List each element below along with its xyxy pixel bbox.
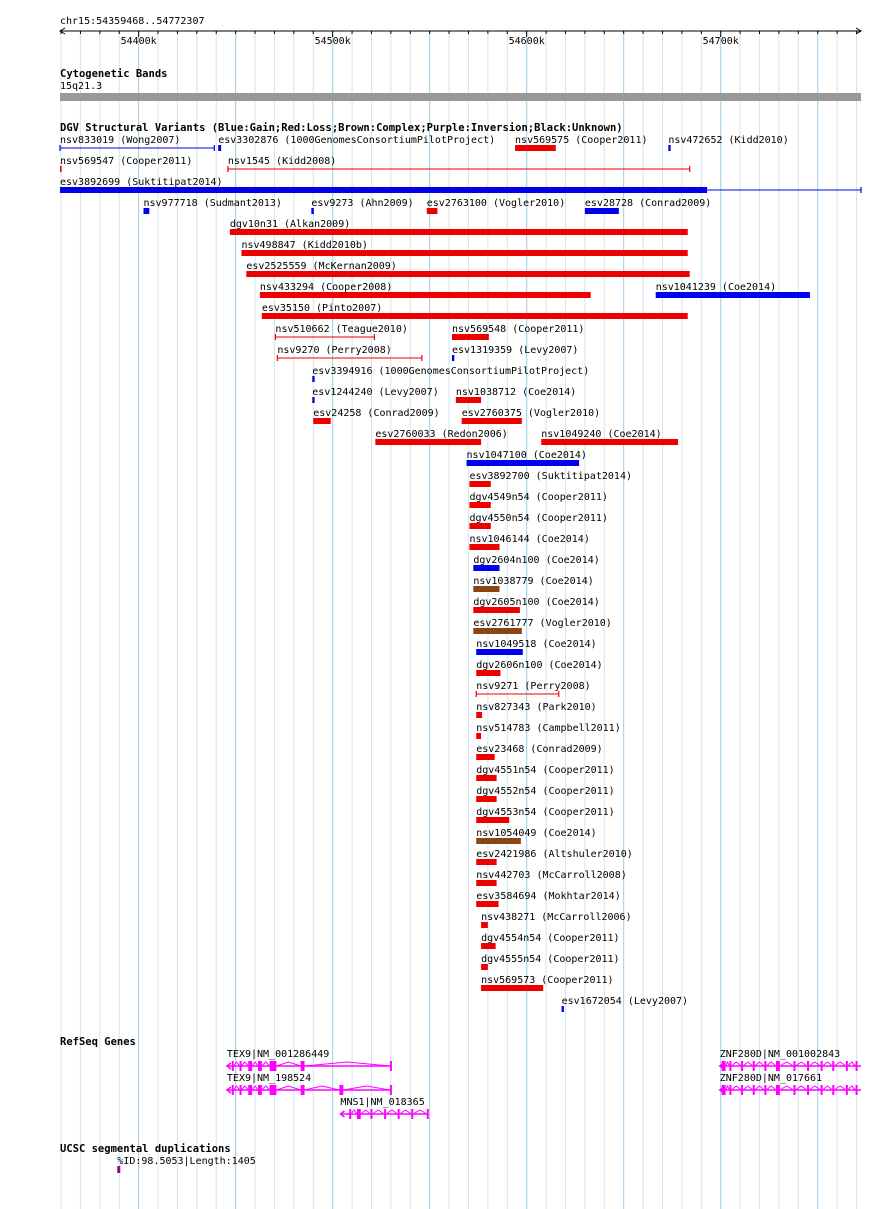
variant-label: nsv977718 (Sudmant2013) — [143, 198, 282, 209]
gene-exon — [248, 1085, 252, 1095]
gene-exon — [807, 1061, 809, 1071]
gene-exon — [856, 1085, 858, 1095]
variant-feature[interactable] — [476, 786, 614, 802]
variant-feature[interactable] — [452, 345, 578, 361]
variant-label: nsv1049240 (Coe2014) — [541, 429, 662, 440]
variant-label: esv9273 (Ahn2009) — [311, 198, 414, 209]
gene-model[interactable] — [720, 1073, 861, 1095]
variant-feature[interactable] — [476, 681, 590, 697]
gene-model[interactable] — [227, 1049, 392, 1071]
variant-feature[interactable] — [476, 723, 621, 739]
variant-label: esv3394916 (1000GenomesConsortiumPilotProject) — [312, 366, 590, 377]
variant-feature[interactable] — [476, 891, 621, 907]
variant-label: nsv827343 (Park2010) — [476, 702, 597, 713]
variant-label: esv2761777 (Vogler2010) — [473, 618, 612, 629]
variant-feature[interactable] — [275, 324, 407, 340]
region-label: chr15:54359468..54772307 — [60, 16, 205, 27]
gene-exon — [753, 1085, 755, 1095]
variant-label: esv35150 (Pinto2007) — [261, 303, 383, 314]
variant-label: nsv433294 (Cooper2008) — [259, 282, 393, 293]
variant-feature[interactable] — [476, 828, 596, 844]
variant-label: esv2763100 (Vogler2010) — [426, 198, 566, 209]
dgv-track-title: DGV Structural Variants (Blue:Gain;Red:Loss;Brown:Complex;Purple:Inversion;Black:Unknown) — [60, 122, 623, 134]
gene-exon — [722, 1061, 726, 1071]
gene-exon — [764, 1061, 766, 1071]
gene-exon — [232, 1085, 234, 1095]
variant-feature[interactable] — [562, 996, 688, 1012]
gene-exon — [764, 1085, 766, 1095]
variant-feature[interactable] — [277, 345, 422, 361]
gene-exon — [270, 1085, 277, 1095]
variant-label: nsv9271 (Perry2008) — [476, 681, 591, 692]
gene-exon — [301, 1085, 305, 1095]
variant-label: nsv510662 (Teague2010) — [275, 324, 408, 335]
variant-label: nsv1545 (Kidd2008) — [227, 156, 337, 167]
variant-feature[interactable] — [476, 744, 602, 760]
variant-feature[interactable] — [656, 282, 810, 298]
variant-feature[interactable] — [476, 807, 614, 823]
segdup-label: %ID:98.5053|Length:1405 — [117, 1156, 256, 1167]
variant-feature[interactable] — [668, 135, 788, 151]
gene-exon — [722, 1085, 726, 1095]
variant-feature[interactable] — [476, 702, 596, 718]
segdup-track-title: UCSC segmental duplications — [60, 1143, 231, 1155]
variant-label: esv3892700 (Suktitipat2014) — [469, 471, 633, 482]
variant-feature[interactable] — [456, 387, 576, 403]
gene-label: MNS1|NM_018365 — [340, 1097, 425, 1108]
variant-feature[interactable] — [143, 198, 281, 214]
variant-feature[interactable] — [462, 408, 600, 424]
variant-label: nsv569573 (Cooper2011) — [481, 975, 614, 986]
refseq-track-title: RefSeq Genes — [60, 1036, 136, 1048]
variant-feature[interactable] — [481, 933, 619, 949]
gene-exon — [821, 1085, 823, 1095]
variant-feature[interactable] — [60, 177, 861, 193]
gene-exon — [349, 1109, 351, 1119]
variant-feature[interactable] — [515, 135, 647, 151]
gene-exon — [729, 1085, 731, 1095]
variant-label: nsv1046144 (Coe2014) — [469, 534, 590, 545]
ruler-tick-label: 54400k — [120, 36, 157, 47]
variant-label: esv1244240 (Levy2007) — [312, 387, 439, 398]
gene-exon — [846, 1085, 848, 1095]
variant-label: nsv1047100 (Coe2014) — [466, 450, 587, 461]
variant-label: nsv514783 (Campbell2011) — [476, 723, 621, 734]
variant-feature[interactable] — [469, 492, 607, 508]
variant-label: esv1319359 (Levy2007) — [451, 345, 579, 356]
gene-exon — [832, 1061, 834, 1071]
variant-feature[interactable] — [311, 198, 413, 214]
variant-label: esv3302876 (1000GenomesConsortiumPilotProject) — [218, 135, 496, 146]
gene-label: ZNF280D|NM_001002843 — [719, 1049, 841, 1060]
variant-feature[interactable] — [481, 912, 632, 928]
variant-label: nsv1049518 (Coe2014) — [476, 639, 597, 650]
variant-feature[interactable] — [260, 282, 591, 298]
gene-exon — [741, 1061, 743, 1071]
ruler-tick-label: 54500k — [314, 36, 351, 47]
variant-label: esv28728 (Conrad2009) — [584, 198, 712, 209]
variant-label: dgv4550n54 (Cooper2011) — [469, 513, 608, 524]
segdup-features — [117, 1156, 255, 1173]
variant-label: nsv438271 (McCarroll2006) — [481, 912, 632, 923]
variant-label: dgv4554n54 (Cooper2011) — [481, 933, 620, 944]
variant-feature[interactable] — [476, 639, 596, 655]
variant-feature[interactable] — [312, 366, 589, 382]
variant-feature[interactable] — [481, 954, 619, 970]
segdup-feature[interactable] — [117, 1156, 255, 1173]
gene-exon — [846, 1061, 848, 1071]
gene-label: TEX9|NM_001286449 — [226, 1049, 330, 1060]
variant-label: esv2525559 (McKernan2009) — [246, 261, 397, 272]
variant-feature[interactable] — [541, 429, 678, 445]
variant-label: nsv442703 (McCarroll2008) — [476, 870, 627, 881]
gene-exon — [390, 1061, 392, 1071]
variant-label: esv1672054 (Levy2007) — [561, 996, 689, 1007]
gene-exon — [240, 1061, 242, 1071]
gene-exon — [357, 1109, 361, 1119]
cytoband-name: 15q21.3 — [60, 81, 103, 92]
variant-label: esv2421986 (Altshuler2010) — [476, 849, 633, 860]
variant-label: dgv2605n100 (Coe2014) — [473, 597, 600, 608]
variant-feature[interactable] — [218, 135, 495, 151]
gene-exon — [248, 1061, 252, 1071]
variant-label: nsv1041239 (Coe2014) — [655, 282, 777, 293]
variant-feature[interactable] — [230, 219, 688, 235]
variant-feature[interactable] — [60, 135, 214, 151]
variant-label: nsv1054049 (Coe2014) — [476, 828, 597, 839]
variant-feature[interactable] — [467, 450, 587, 466]
gene-exon — [821, 1061, 823, 1071]
variant-feature[interactable] — [452, 324, 584, 340]
variant-feature[interactable] — [312, 387, 438, 403]
variant-feature[interactable] — [473, 597, 599, 613]
variant-label: dgv10n31 (Alkan2009) — [229, 219, 351, 230]
variant-feature[interactable] — [241, 240, 687, 256]
variant-label: nsv569548 (Cooper2011) — [451, 324, 585, 335]
segdup-bar — [117, 1166, 120, 1173]
ruler-tick-label: 54700k — [702, 36, 739, 47]
gene-exon — [258, 1085, 262, 1095]
variant-label: nsv569575 (Cooper2011) — [515, 135, 648, 146]
gene-exon — [398, 1109, 400, 1119]
variant-label: dgv4552n54 (Cooper2011) — [476, 786, 615, 797]
variant-label: dgv4549n54 (Cooper2011) — [469, 492, 608, 503]
variant-feature[interactable] — [473, 618, 611, 634]
gene-exon — [232, 1061, 234, 1071]
variant-label: dgv2604n100 (Coe2014) — [473, 555, 600, 566]
gene-exon — [729, 1061, 731, 1071]
gene-exon — [832, 1085, 834, 1095]
gene-exon — [856, 1061, 858, 1071]
ruler-tick-label: 54600k — [508, 36, 545, 47]
cytoband-track-title: Cytogenetic Bands — [60, 68, 168, 80]
variant-feature[interactable] — [427, 198, 565, 214]
variant-label: dgv4551n54 (Cooper2011) — [476, 765, 615, 776]
variant-label: esv23468 (Conrad2009) — [476, 744, 603, 755]
dgv-variant-features — [60, 135, 861, 1012]
variant-feature[interactable] — [469, 534, 589, 550]
variant-label: esv24258 (Conrad2009) — [313, 408, 440, 419]
variant-label: nsv472652 (Kidd2010) — [668, 135, 789, 146]
variant-feature[interactable] — [228, 156, 690, 172]
gene-exon — [339, 1085, 343, 1095]
gene-model[interactable] — [340, 1097, 428, 1119]
gene-exon — [741, 1085, 743, 1095]
variant-feature[interactable] — [476, 765, 614, 781]
variant-feature[interactable] — [469, 471, 632, 487]
variant-label: dgv2606n100 (Coe2014) — [476, 660, 603, 671]
gene-exon — [270, 1061, 277, 1071]
variant-label: esv2760375 (Vogler2010) — [461, 408, 601, 419]
coordinate-ruler[interactable] — [60, 28, 861, 47]
variant-feature[interactable] — [473, 576, 593, 592]
variant-label: nsv569547 (Cooper2011) — [60, 156, 193, 167]
variant-feature[interactable] — [481, 975, 613, 991]
variant-label: nsv498847 (Kidd2010b) — [241, 240, 368, 251]
gene-exon — [776, 1085, 780, 1095]
gene-exon — [240, 1085, 242, 1095]
variant-label: dgv4553n54 (Cooper2011) — [476, 807, 615, 818]
variant-label: dgv4555n54 (Cooper2011) — [481, 954, 620, 965]
variant-feature[interactable] — [585, 198, 711, 214]
gene-model[interactable] — [227, 1073, 392, 1095]
gene-exon — [301, 1061, 305, 1071]
variant-feature[interactable] — [473, 555, 599, 571]
gene-exon — [411, 1109, 413, 1119]
variant-label: nsv1038712 (Coe2014) — [455, 387, 577, 398]
gene-exon — [807, 1085, 809, 1095]
variant-label: nsv9270 (Perry2008) — [277, 345, 392, 356]
variant-feature[interactable] — [60, 156, 192, 172]
gene-exon — [793, 1061, 795, 1071]
variant-label: nsv833019 (Wong2007) — [60, 135, 181, 146]
gene-exon — [776, 1061, 780, 1071]
variant-label: esv3584694 (Mokhtar2014) — [476, 891, 621, 902]
cytoband-bar[interactable] — [60, 93, 861, 101]
variant-feature[interactable] — [476, 660, 602, 676]
gene-label: TEX9|NM_198524 — [226, 1073, 312, 1084]
gene-exon — [793, 1085, 795, 1095]
variant-label: nsv1038779 (Coe2014) — [473, 576, 594, 587]
variant-label: esv2760033 (Redon2006) — [375, 429, 508, 440]
gene-exon — [258, 1061, 262, 1071]
gene-exon — [384, 1109, 386, 1119]
gene-exon — [427, 1109, 429, 1119]
variant-feature[interactable] — [476, 849, 633, 865]
refseq-gene-features — [227, 1049, 861, 1119]
gene-exon — [753, 1061, 755, 1071]
variant-feature[interactable] — [469, 513, 607, 529]
gene-exon — [370, 1109, 372, 1119]
variant-label: esv3892699 (Suktitipat2014) — [60, 177, 223, 188]
gene-model[interactable] — [720, 1049, 861, 1071]
gene-label: ZNF280D|NM_017661 — [719, 1073, 823, 1084]
gene-exon — [390, 1085, 392, 1095]
